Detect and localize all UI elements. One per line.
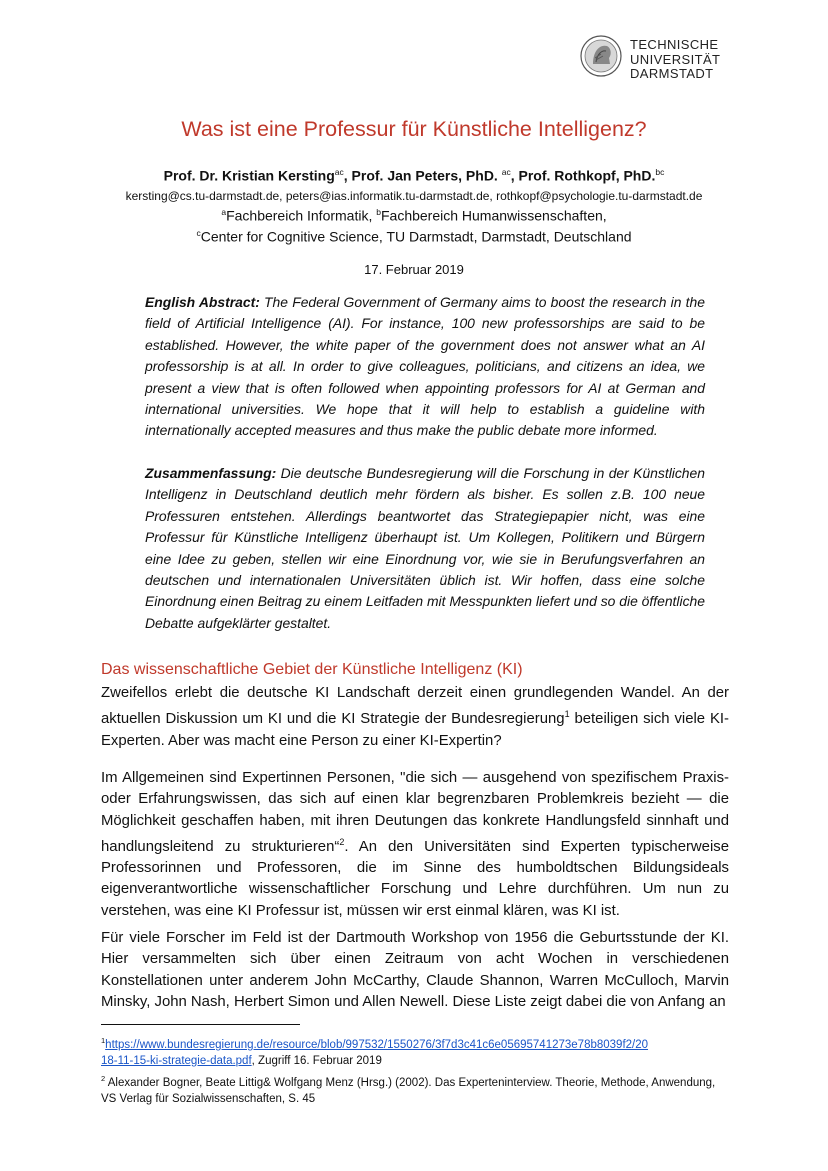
- affiliation-marker: b: [376, 207, 381, 217]
- logo-line-2: UNIVERSITÄT: [630, 51, 721, 67]
- affiliation-marker: c: [196, 228, 201, 238]
- publication-date: 17. Februar 2019: [364, 262, 464, 277]
- footnote-divider: [101, 1024, 300, 1025]
- abstract-text: The Federal Government of Germany aims to boost the research in the field of Artificial Intelligence (AI). For instance, 100 new professorships are said to be established. However, the white paper of the government does not answer what an AI professorship is at all. In order to give colleagues, politicians, and citizens an idea, we present a view that is often followed when appointing professors for AI at German and international universities. We hope that it will help to establish a guideline with internationally accepted measures and thus make the public debate more informed.: [145, 294, 705, 439]
- footnote-ref-2[interactable]: 2: [339, 836, 345, 847]
- author-list: [0, 167, 828, 184]
- affiliation-line-1: [0, 207, 828, 224]
- section-heading: Das wissenschaftliche Gebiet der Künstliche Intelligenz (KI): [101, 661, 523, 678]
- footnote-link[interactable]: 18-11-15-ki-strategie-data.pdf: [101, 1054, 252, 1067]
- affiliation-text: Fachbereich Humanwissenschaften,: [380, 207, 607, 224]
- affiliation-line-2: [0, 228, 828, 245]
- footnote-text: , Zugriff 16. Februar 2019: [251, 1054, 382, 1067]
- author-affiliation-marker: bc: [655, 167, 665, 177]
- body-paragraph-1: [101, 683, 729, 752]
- footnote-1: [101, 1033, 731, 1069]
- author-name: Prof. Dr. Kristian Kersting: [163, 167, 335, 184]
- footnote-link[interactable]: https://www.bundesregierung.de/resource/blob/997532/1550276/3f7d3c41c6e05695741273e78b8039f2/20: [105, 1038, 649, 1051]
- affiliation-marker: a: [221, 207, 227, 217]
- athena-head-icon: [579, 34, 623, 78]
- author-separator: ,: [343, 167, 352, 184]
- abstract-label: English Abstract:: [145, 294, 260, 310]
- abstract-text: Die deutsche Bundesregierung will die Forschung in der Künstlichen Intelligenz in Deutschland deutlich mehr fördern als bisher. Es sollen z.B. 100 neue Professuren entstehen. Allerdings beantwortet das Strategiepapier nicht, was eine Professur für Künstliche Intelligenz überhaupt ist. Um Kollegen, Politikern und Bürgern eine Idee zu geben, stellen wir eine Einordnung vor, wie sie in Berufungsverfahren an deutschen und internationalen Universitäten üblich ist. Wir hoffen, dass eine solche Einordnung einen Beitrag zu einem Leitfaden mit Messpunkten liefert und so die öffentliche Debatte aufgeklärter gestaltet.: [145, 465, 705, 631]
- affiliation-text: Fachbereich Informatik,: [226, 207, 377, 224]
- paragraph-text: beteiligen sich viele KI-Experten. Aber was macht eine Person zu einer KI-Expertin?: [101, 711, 729, 749]
- footnote-text: Alexander Bogner, Beate Littig& Wolfgang Menz (Hrsg.) (2002). Das Experteninterview. Theorie, Methode, Anwendung, VS Verlag für Sozialwissenschaften, S. 45: [101, 1076, 716, 1105]
- body-paragraph-2: [101, 768, 729, 922]
- paragraph-text: . An den Universitäten sind Experten typischerweise Professorinnen und Professoren, die im Sinne des humboldtschen Bildungsideals eigenverantwortliche wissenschaftlicher Forschung und Lehre durchführen. Um nun zu verstehen, was eine KI Professur ist, müssen wir erst einmal klären, was KI ist.: [101, 838, 729, 919]
- footnote-ref-1[interactable]: 1: [564, 709, 570, 720]
- paragraph-text: Zweifellos erlebt die deutsche KI Landschaft derzeit einen grundlegenden Wandel. An der aktuellen Diskussion um KI und die KI Strategie der Bundesregierung: [101, 685, 729, 728]
- university-logo: [579, 34, 719, 86]
- logo-line-1: TECHNISCHE: [630, 37, 719, 52]
- author-separator: ,: [510, 167, 519, 184]
- author-emails: kersting@cs.tu-darmstadt.de, peters@ias.informatik.tu-darmstadt.de, rothkopf@psychologie.tu-darmstadt.de: [125, 189, 703, 203]
- footnote-2: [101, 1071, 731, 1107]
- body-paragraph-3: Für viele Forscher im Feld ist der Dartmouth Workshop von 1956 die Geburtsstunde der KI. Hier versammelten sich über einen Zeitraum von acht Wochen in verschiedenen Konstellationen unter anderem John McCarthy, Claude Shannon, Warren McCulloch, Marvin Minsky, John Nash, Herbert Simon und Allen Newell. Diese Liste zeigt dabei die von Anfang an: [101, 930, 729, 1010]
- author-affiliation-marker: ac: [334, 167, 344, 177]
- author-affiliation-marker: ac: [501, 167, 511, 177]
- paragraph-text: Im Allgemeinen sind Expertinnen Personen, "die sich — ausgehend von spezifischem Praxis- oder Erfahrungswissen, das sich auf einen klar begrenzbaren Problemkreis bezieht — die Möglichkeit geschaffen haben, mit ihren Deutungen das konkrete Handlungsfeld sinnhaft und handlungsleitend zu strukturieren“: [101, 770, 729, 855]
- german-abstract: [145, 463, 705, 634]
- footnote-number: 1: [101, 1036, 106, 1045]
- author-name: Prof. Rothkopf, PhD.: [518, 167, 656, 184]
- abstract-label: Zusammenfassung:: [145, 465, 277, 481]
- footnotes: [101, 1033, 731, 1109]
- logo-line-3: DARMSTADT: [630, 66, 714, 82]
- author-name: Prof. Jan Peters, PhD.: [351, 167, 498, 184]
- affiliation-text: Center for Cognitive Science, TU Darmstadt, Darmstadt, Deutschland: [200, 228, 632, 245]
- paper-title: Was ist eine Professur für Künstliche Intelligenz?: [181, 117, 647, 141]
- footnote-number: 2: [101, 1073, 106, 1083]
- english-abstract: [145, 292, 705, 442]
